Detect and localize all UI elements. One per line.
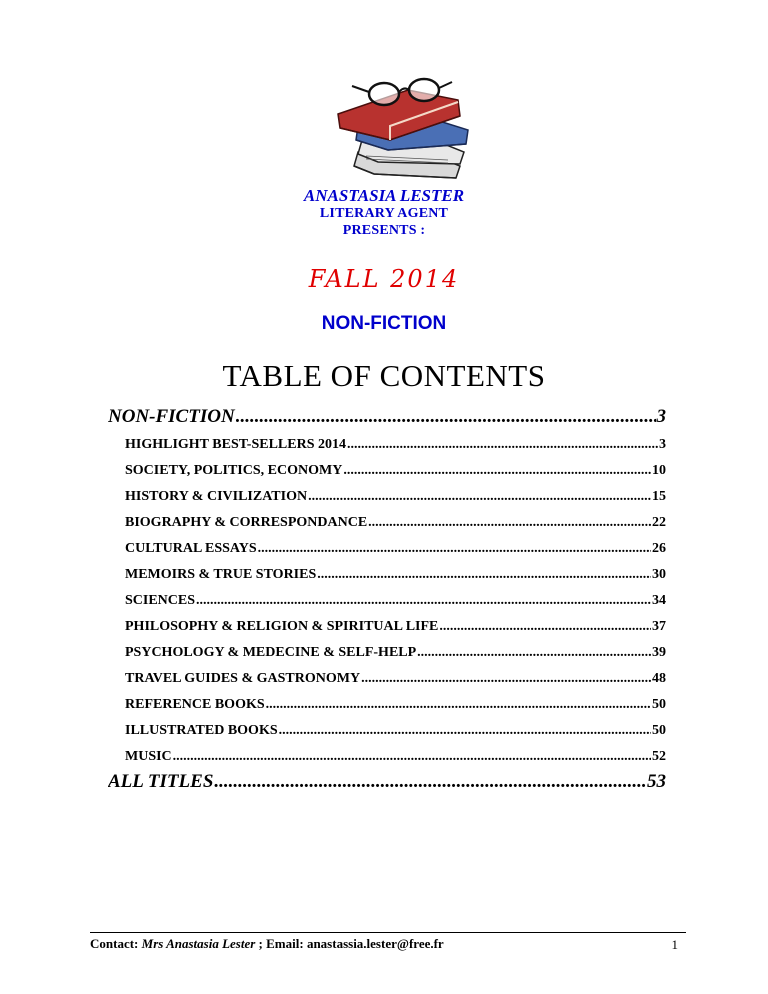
agent-title: LITERARY AGENT (319, 206, 449, 221)
toc-dot-leader (196, 593, 651, 609)
toc-entry[interactable] (125, 515, 666, 531)
toc-dot-leader (417, 645, 651, 661)
toc-entry-page: 50 (652, 723, 666, 738)
toc-entry-page: 48 (652, 671, 666, 686)
toc-entry-label: PSYCHOLOGY & MEDECINE & SELF-HELP (125, 645, 417, 660)
toc-entry-label: MEMOIRS & TRUE STORIES (125, 567, 317, 582)
toc-entry-page: 3 (659, 437, 666, 452)
toc-dot-leader (308, 489, 651, 505)
toc-entry-label: HISTORY & CIVILIZATION (125, 489, 308, 504)
toc-entry[interactable] (125, 463, 666, 479)
toc-dot-leader (361, 671, 651, 687)
toc-dot-leader (279, 723, 651, 739)
toc-dot-leader (214, 771, 646, 793)
toc-entry[interactable] (125, 593, 666, 609)
toc-dot-leader (266, 697, 651, 713)
toc-entry[interactable] (108, 406, 666, 428)
toc-entry-label: ALL TITLES (108, 771, 214, 792)
toc-entry[interactable] (108, 771, 666, 793)
toc-entry[interactable] (125, 697, 666, 713)
toc-entry-page: 10 (652, 463, 666, 478)
toc-dot-leader (439, 619, 651, 635)
toc-dot-leader (258, 541, 651, 557)
toc-entry[interactable] (125, 645, 666, 661)
toc-entry-page: 52 (652, 749, 666, 764)
toc-dot-leader (368, 515, 651, 531)
toc-entry-label: TRAVEL GUIDES & GASTRONOMY (125, 671, 361, 686)
toc-entry-page: 22 (652, 515, 666, 530)
toc-entry[interactable] (125, 567, 666, 583)
genre-heading: NON-FICTION (321, 313, 447, 334)
footer-divider (90, 932, 686, 933)
toc-dot-leader (317, 567, 651, 583)
toc-entry[interactable] (125, 671, 666, 687)
toc-dot-leader (236, 406, 656, 428)
toc-entry-label: CULTURAL ESSAYS (125, 541, 257, 556)
toc-entry[interactable] (125, 723, 666, 739)
season-title: FALL 2014 (308, 265, 460, 293)
toc-title: TABLE OF CONTENTS (222, 358, 546, 393)
email-address[interactable]: anastassia.lester@free.fr (306, 936, 444, 951)
toc-entry-label: SOCIETY, POLITICS, ECONOMY (125, 463, 343, 478)
toc-entry-page: 37 (652, 619, 666, 634)
email-label: Email: (266, 936, 304, 951)
toc-entry-label: ILLUSTRATED BOOKS (125, 723, 278, 738)
contact-label: Contact: (90, 936, 139, 951)
toc-entry-label: NON-FICTION (108, 406, 235, 427)
toc-entry[interactable] (125, 749, 666, 765)
presents-label: PRESENTS : (342, 223, 426, 238)
toc-entry-label: MUSIC (125, 749, 172, 764)
toc-entry[interactable] (125, 619, 666, 635)
toc-entry-page: 3 (656, 406, 666, 427)
toc-entry-label: REFERENCE BOOKS (125, 697, 265, 712)
toc-entry-label: PHILOSOPHY & RELIGION & SPIRITUAL LIFE (125, 619, 439, 634)
toc-entry-page: 15 (652, 489, 666, 504)
toc-entry[interactable] (125, 489, 666, 505)
toc-entry-page: 50 (652, 697, 666, 712)
toc-entry-label: BIOGRAPHY & CORRESPONDANCE (125, 515, 368, 530)
toc-entry-page: 26 (652, 541, 666, 556)
contact-name: Mrs Anastasia Lester (141, 936, 256, 951)
toc-entry-label: SCIENCES (125, 593, 196, 608)
toc-entry-label: HIGHLIGHT BEST-SELLERS 2014 (125, 437, 346, 452)
toc-entry-page: 39 (652, 645, 666, 660)
toc-entry-page: 34 (652, 593, 666, 608)
agent-name: ANASTASIA LESTER (303, 186, 465, 205)
toc-dot-leader (347, 437, 658, 453)
toc-entry-page: 30 (652, 567, 666, 582)
footer-contact (90, 936, 686, 952)
toc-entry-page: 53 (647, 771, 666, 792)
contact-separator: ; (258, 936, 263, 951)
toc-dot-leader (173, 749, 651, 765)
toc-entry[interactable] (125, 437, 666, 453)
toc-entry[interactable] (125, 541, 666, 557)
toc-dot-leader (343, 463, 651, 479)
page-number: 1 (671, 937, 678, 952)
books-with-glasses-icon (328, 70, 478, 185)
